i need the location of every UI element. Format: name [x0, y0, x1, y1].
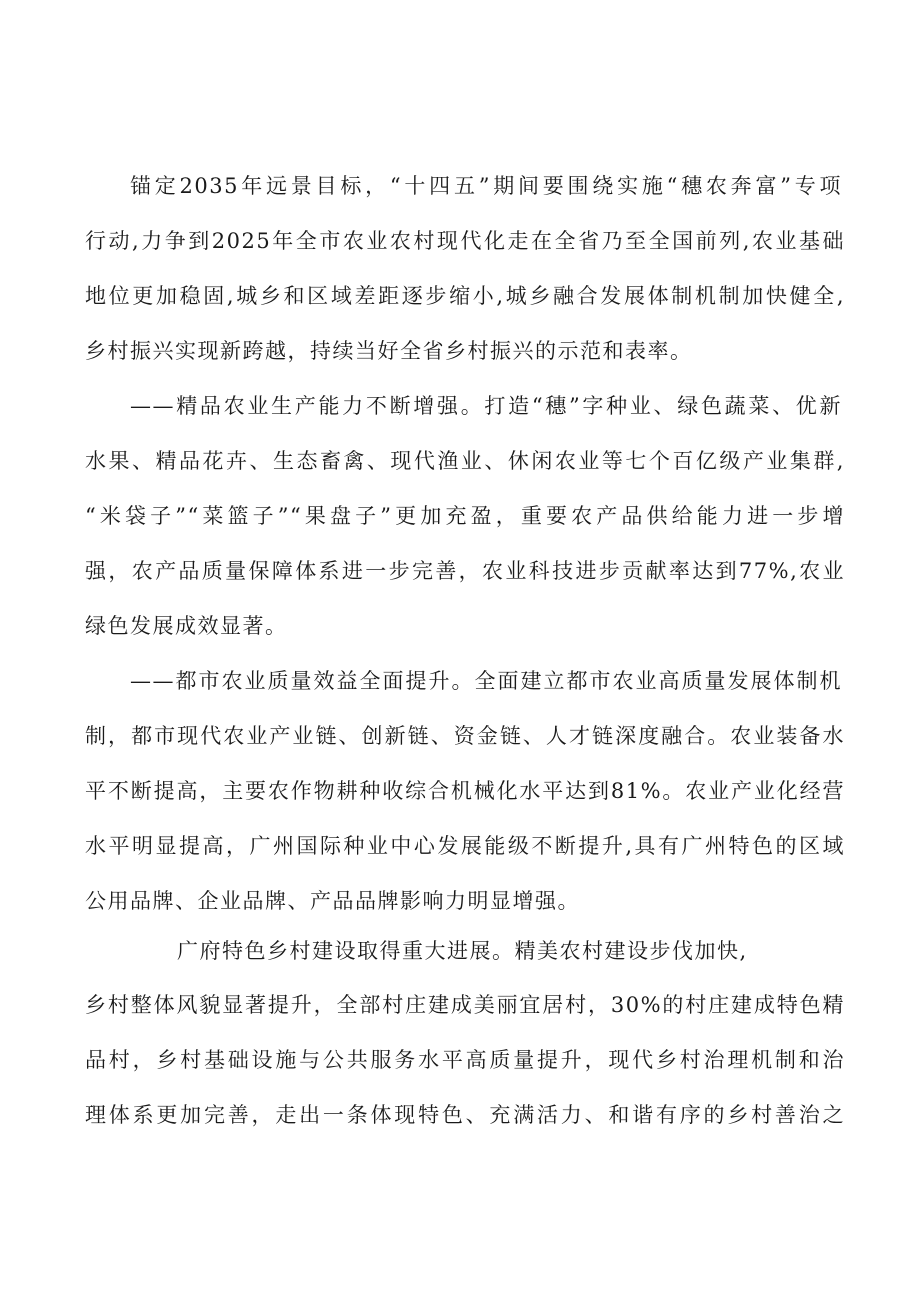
- paragraph-4-line-1: 广府特色乡村建设取得重大进展。精美农村建设步伐加快,: [177, 939, 748, 963]
- paragraph-4-line-2: 乡村整体风貌显著提升，全部村庄建成美丽宜居村，30%的村庄建成特色精: [85, 993, 845, 1017]
- paragraph-2-line-2: 水果、精品花卉、生态畜禽、现代渔业、休闲农业等七个百亿级产业集群,: [85, 449, 845, 473]
- paragraph-3-line-1: ——都市农业质量效益全面提升。全面建立都市农业高质量发展体制机: [130, 669, 842, 693]
- paragraph-3-line-3: 平不断提高，主要农作物耕种收综合机械化水平达到81%。农业产业化经营: [85, 779, 845, 803]
- paragraph-2-line-5: 绿色发展成效显著。: [85, 614, 288, 638]
- paragraph-2-line-3: “米袋子”“菜篮子”“果盘子”更加充盈，重要农产品供给能力进一步增: [85, 504, 845, 528]
- paragraph-1-line-2: 行动,力争到2025年全市农业农村现代化走在全省乃至全国前列,农业基础: [85, 229, 845, 253]
- paragraph-4-line-4: 理体系更加完善，走出一条体现特色、充满活力、和谐有序的乡村善治之: [85, 1103, 845, 1127]
- paragraph-2-line-4: 强，农产品质量保障体系进一步完善，农业科技进步贡献率达到77%,农业: [85, 559, 845, 583]
- paragraph-1-line-4: 乡村振兴实现新跨越，持续当好全省乡村振兴的示范和表率。: [85, 339, 693, 363]
- paragraph-1-line-1: 锚定2035年远景目标，“十四五”期间要围绕实施“穗农奔富”专项: [130, 174, 842, 198]
- paragraph-3-line-2: 制，都市现代农业产业链、创新链、资金链、人才链深度融合。农业装备水: [85, 724, 845, 748]
- paragraph-4-line-3: 品村，乡村基础设施与公共服务水平高质量提升，现代乡村治理机制和治: [85, 1048, 845, 1072]
- paragraph-2-line-1: ——精品农业生产能力不断增强。打造“穗”字种业、绿色蔬菜、优新: [130, 394, 842, 418]
- paragraph-1-line-3: 地位更加稳固,城乡和区域差距逐步缩小,城乡融合发展体制机制加快健全,: [85, 284, 845, 308]
- paragraph-3-line-5: 公用品牌、企业品牌、产品品牌影响力明显增强。: [85, 889, 580, 913]
- paragraph-3-line-4: 水平明显提高，广州国际种业中心发展能级不断提升,具有广州特色的区域: [85, 834, 845, 858]
